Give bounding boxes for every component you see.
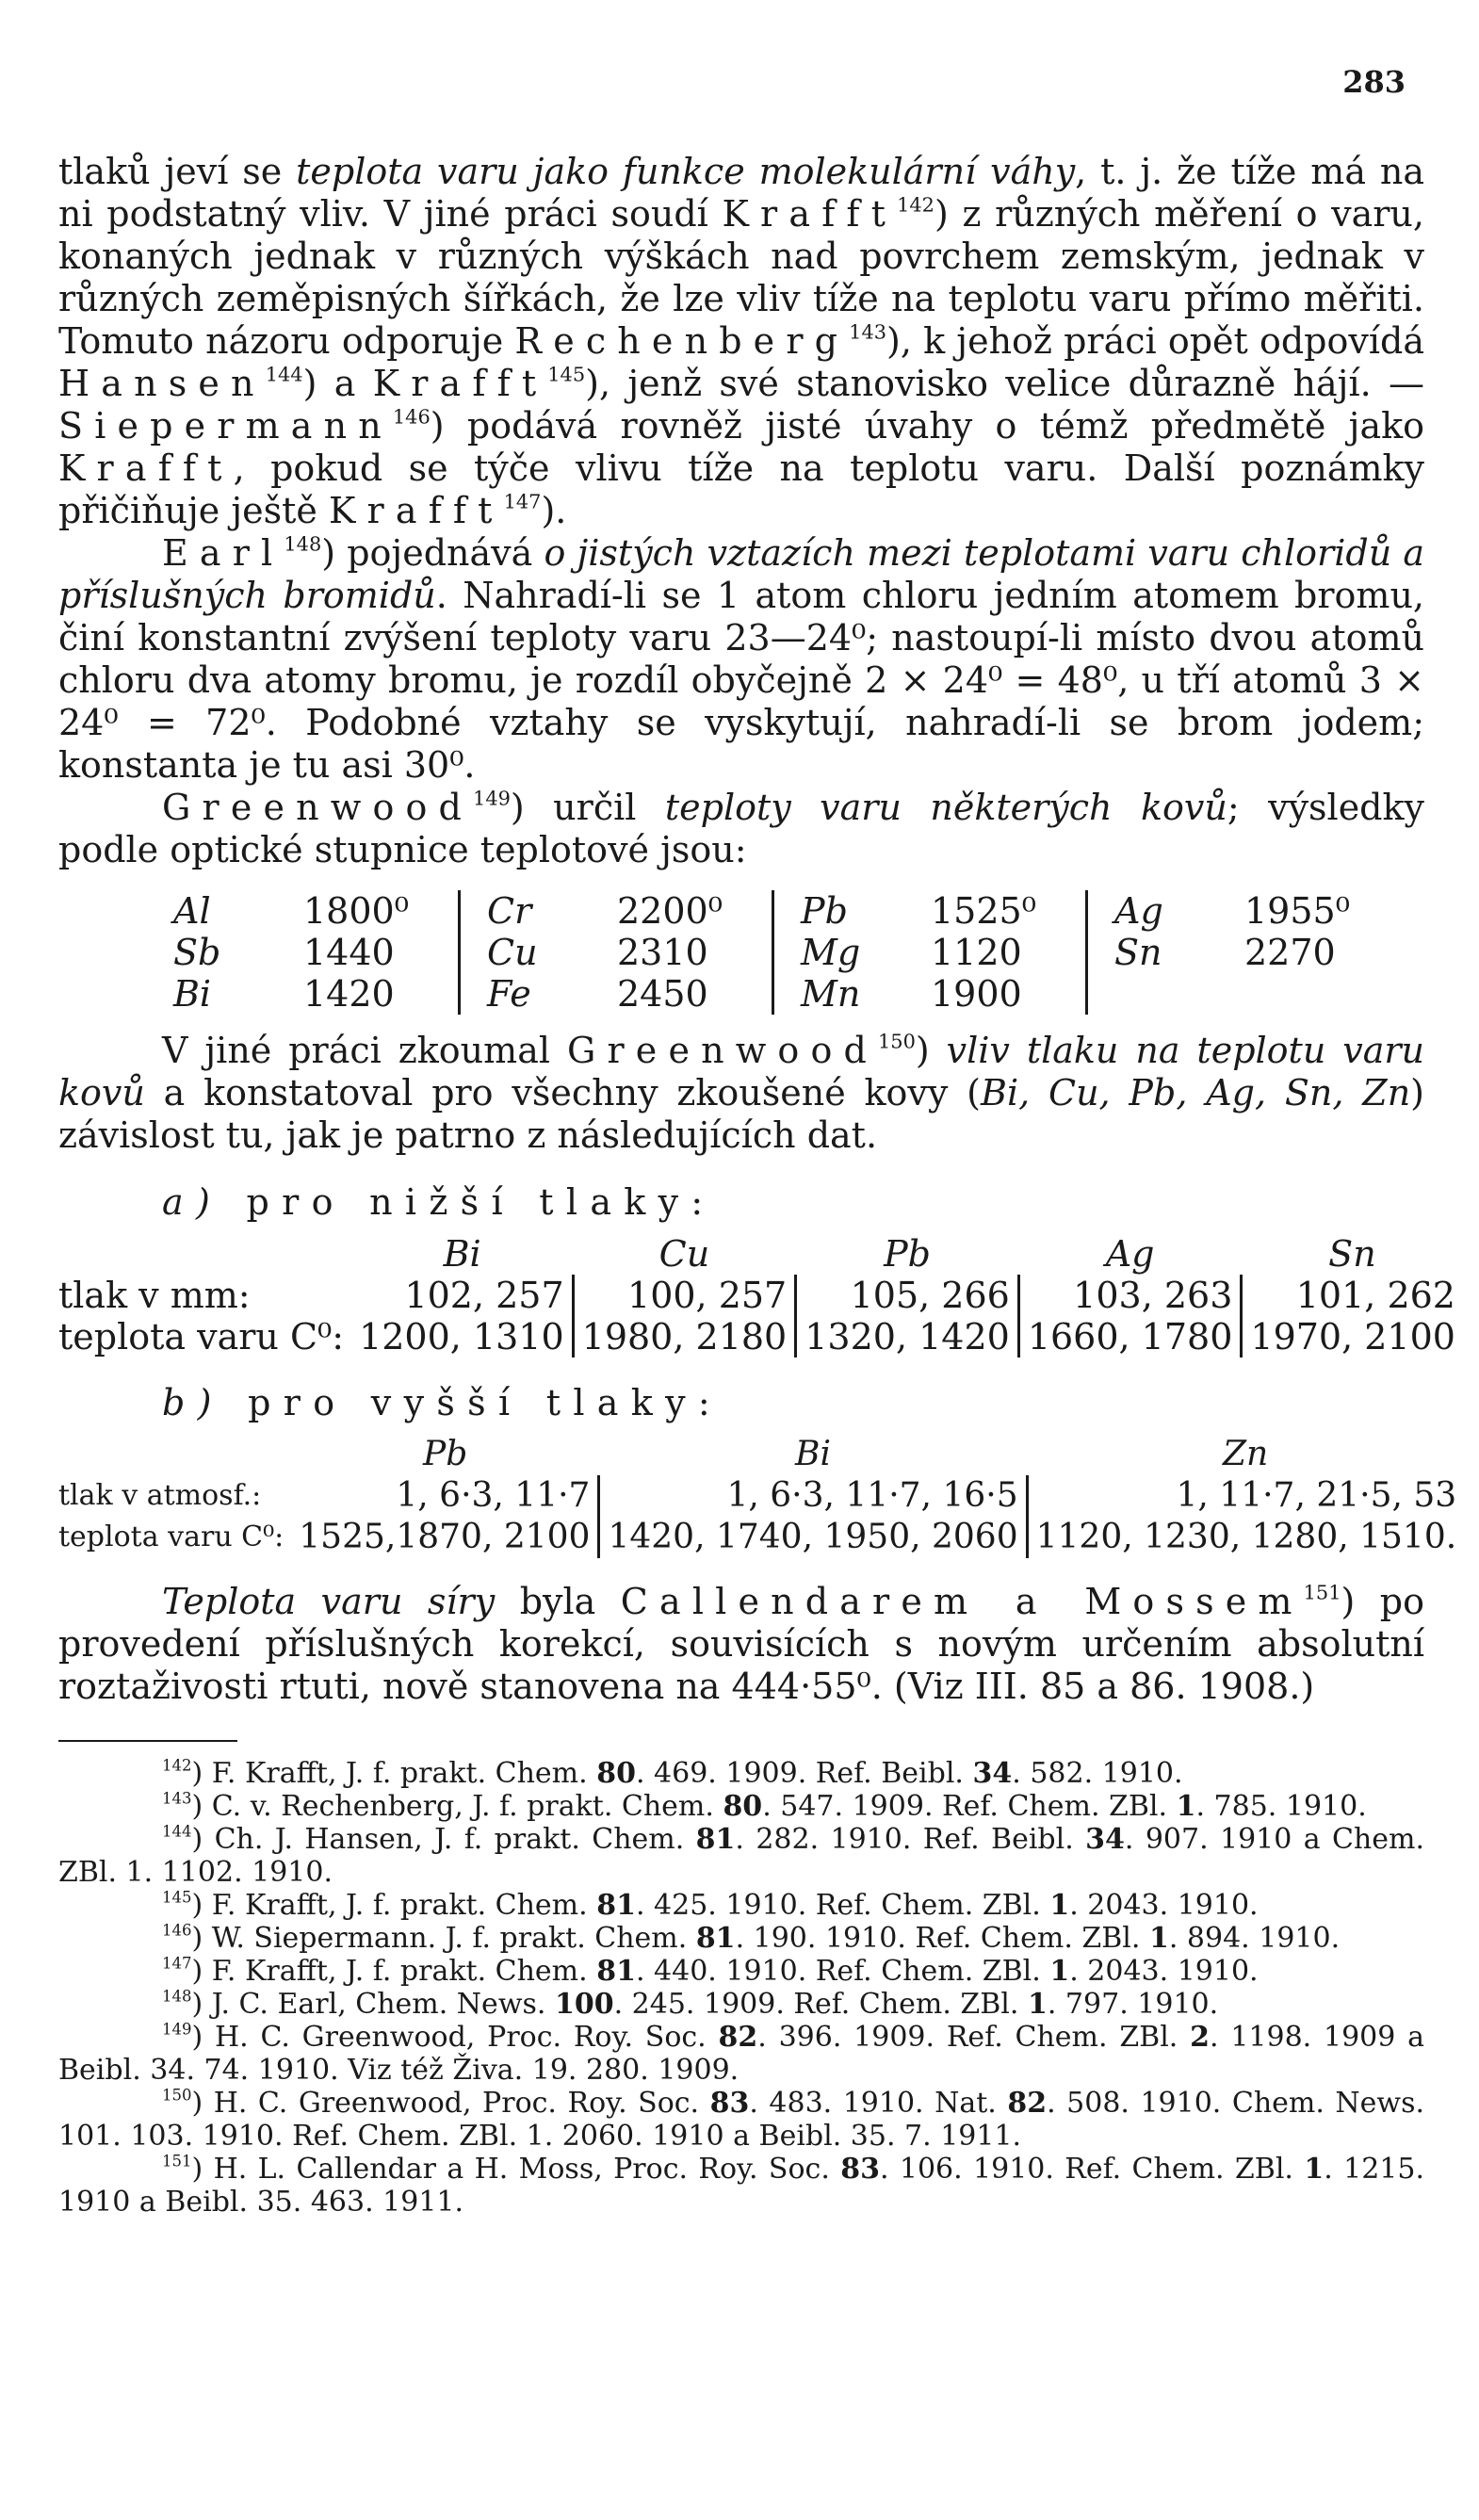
- footnote: $^{151}$) H. L. Callendar a H. Moss, Proc. Roy. Soc. 83. 106. 1910. Ref. Chem. ZBl. 1. 1215. 1910 a Beibl. 35. 463. 1911.: [58, 2152, 1424, 2219]
- high-pressure-heading: b) pro vyšší tlaky:: [162, 1382, 723, 1423]
- paragraph-3: Greenwood$^{149}$) určil teploty varu některých kovů; výsledky podle optické stupnice teplotové jsou:: [58, 787, 1424, 870]
- table-row: Bi 1420 Fe 2450 Mn 1900: [173, 973, 1399, 1015]
- footnote: $^{148}$) J. C. Earl, Chem. News. 100. 245. 1909. Ref. Chem. ZBl. 1. 797. 1910.: [162, 1987, 1219, 2021]
- metals-boiling-table: [173, 890, 1399, 1015]
- table-row: teplota varu C⁰: 1200, 1310 1980, 2180 1320, 1420 1660, 1780 1970, 2100: [58, 1316, 1463, 1358]
- table-row: Sb 1440 Cu 2310 Mg 1120 Sn 2270: [173, 932, 1336, 973]
- footnotes: [58, 1757, 1424, 2219]
- footnote: $^{150}$) H. C. Greenwood, Proc. Roy. Soc. 83. 483. 1910. Nat. 82. 508. 1910. Chem. News. 101. 103. 1910. Ref. Chem. ZBl. 1. 2060. 1910 a Beibl. 35. 7. 1911.: [58, 2086, 1424, 2153]
- footnote: $^{146}$) W. Siepermann. J. f. prakt. Chem. 81. 190. 1910. Ref. Chem. ZBl. 1. 894. 1910.: [162, 1921, 1341, 1955]
- paragraph-2: Earl$^{148}$) pojednává o jistých vztazích mezi teplotami varu chloridů a příslušných bromidů. Nahradí-li se 1 atom chloru jedním atomem bromu, činí konstantní zvýšení teploty varu 23—24⁰; nastoupí-li místo dvou atomů chloru dva atomy bromu, je rozdíl obyčejně 2 × 24⁰ = 48⁰, u tří atomů 3 × 24⁰ = 72⁰. Podobné vztahy se vyskytují, nahradí-li se brom jodem; konstanta je tu asi 30⁰.: [58, 532, 1424, 786]
- low-pressure-heading: a) pro nižší tlaky:: [162, 1181, 716, 1223]
- footnote: $^{142}$) F. Krafft, J. f. prakt. Chem. 80. 469. 1909. Ref. Beibl. 34. 582. 1910.: [162, 1756, 1183, 1790]
- table-row: teplota varu C⁰: 1525,1870, 2100 1420, 1740, 1950, 2060 1120, 1230, 1280, 1510.: [58, 1517, 1464, 1558]
- low-pressure-table: [58, 1233, 1463, 1358]
- paragraph-5: Teplota varu síry byla Callendarem a Mossem$^{151}$) po provedení příslušných korekcí, souvisících s novým určením absolutní roztaživosti rtuti, nově stanovena na 444·55⁰. (Viz III. 85 a 86. 1908.): [58, 1581, 1425, 1707]
- footnote-divider: [58, 1740, 237, 1742]
- footnote: $^{145}$) F. Krafft, J. f. prakt. Chem. 81. 425. 1910. Ref. Chem. ZBl. 1. 2043. 1910.: [162, 1888, 1259, 1922]
- footnote: $^{149}$) H. C. Greenwood, Proc. Roy. Soc. 82. 396. 1909. Ref. Chem. ZBl. 2. 1198. 1909 a Beibl. 34. 74. 1910. Viz též Živa. 19. 280. 1909.: [58, 2020, 1424, 2087]
- footnote: $^{143}$) C. v. Rechenberg, J. f. prakt. Chem. 80. 547. 1909. Ref. Chem. ZBl. 1. 785. 1910.: [162, 1789, 1367, 1823]
- paragraph-1: tlaků jeví se teplota varu jako funkce molekulární váhy, t. j. že tíže má na ni podstatný vliv. V jiné práci soudí Krafft$^{142}$) z různých měření o varu, konaných jednak v různých výškách nad povrchem zemským, jednak v různých zeměpisných šířkách, že lze vliv tíže na teplotu varu přímo měřiti. Tomuto názoru odporuje Rechenberg$^{143}$), k jehož práci opět odpovídá Hansen$^{144}$) a Krafft$^{145}$), jenž své stanovisko velice důrazně hájí. — Siepermann$^{146}$) podává rovněž jisté úvahy o témž předmětě jako Krafft, pokud se týče vlivu tíže na teplotu varu. Další poznámky přičiňuje ještě Krafft$^{147}$).: [58, 151, 1425, 531]
- table-header-row: Bi Cu Pb Ag Sn: [443, 1233, 1376, 1275]
- table-row: tlak v atmosf.: 1, 6·3, 11·7 1, 6·3, 11·7, 16·5 1, 11·7, 21·5, 53: [58, 1475, 1464, 1517]
- high-pressure-table: [58, 1434, 1464, 1558]
- table-row: tlak v mm: 102, 257 100, 257 105, 266 103, 263 101, 262: [58, 1275, 1463, 1316]
- page-number: 283: [1342, 64, 1406, 100]
- paragraph-4: V jiné práci zkoumal Greenwood$^{150}$) vliv tlaku na teplotu varu kovů a konstatoval pro všechny zkoušené kovy (Bi, Cu, Pb, Ag, Sn, Zn) závislost tu, jak je patrno z následujících dat.: [58, 1030, 1425, 1156]
- table-header-row: Pb Bi Zn: [422, 1435, 1269, 1473]
- table-row: Al 1800⁰ Cr 2200⁰ Pb 1525⁰ Ag 1955⁰: [173, 890, 1350, 932]
- footnote: $^{144}$) Ch. J. Hansen, J. f. prakt. Chem. 81. 282. 1910. Ref. Beibl. 34. 907. 1910 a Chem. ZBl. 1. 1102. 1910.: [58, 1822, 1424, 1889]
- body-text: [58, 151, 1457, 2219]
- footnote: $^{147}$) F. Krafft, J. f. prakt. Chem. 81. 440. 1910. Ref. Chem. ZBl. 1. 2043. 1910.: [162, 1954, 1259, 1988]
